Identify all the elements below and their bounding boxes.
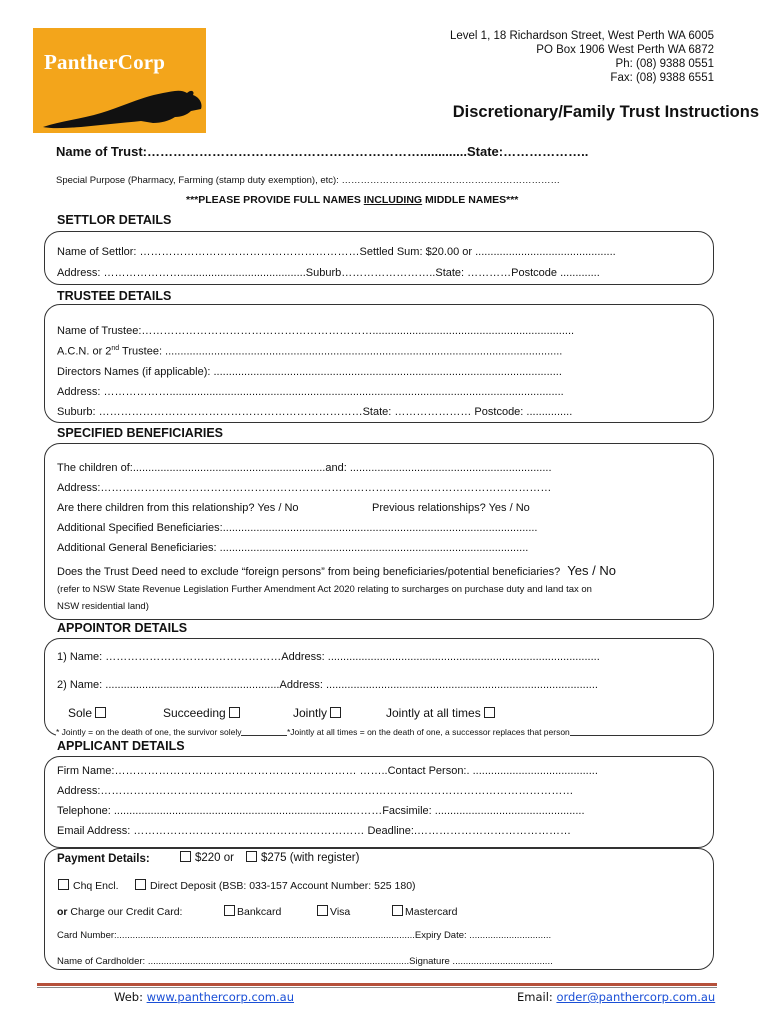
trustee-acn-field[interactable]: A.C.N. or 2nd Trustee: .................................................................................................................................. [57, 345, 563, 358]
appointor-2-field[interactable]: 2) Name: .........................................................Address: ......................................................................................... [57, 679, 598, 691]
bankcard-label: Bankcard [237, 906, 282, 918]
checkbox-icon[interactable] [392, 905, 403, 916]
jointly-all-note: *Jointly at all times = on the death of one, a successor replaces that person [287, 727, 570, 737]
trustee-address-field[interactable]: Address: ………………................................................................................................................................. [57, 386, 564, 398]
visa-label: Visa [330, 906, 351, 918]
foreign-persons-question[interactable] [57, 563, 616, 578]
email-field[interactable]: Email Address: ……………………………………………………… Deadline:.…………………………………… [57, 825, 572, 837]
children-question[interactable]: Are there children from this relationship? Yes / No [57, 502, 299, 514]
previous-relationships-question[interactable]: Previous relationships? Yes / No [372, 502, 530, 514]
option-succeeding[interactable] [163, 706, 240, 720]
notice-pre: ***PLEASE PROVIDE FULL NAMES [186, 194, 364, 206]
checkbox-icon[interactable] [135, 879, 146, 890]
checkbox-icon[interactable] [224, 905, 235, 916]
option-jointly-all[interactable] [386, 706, 495, 720]
checkbox-icon[interactable] [484, 707, 495, 718]
cardholder-field[interactable]: Name of Cardholder: ...................................................................................................Signature ...................................... [57, 956, 553, 967]
address-line: PO Box 1906 West Perth WA 6872 [536, 44, 714, 56]
option-label: Jointly [293, 706, 328, 720]
option-label: Succeeding [163, 706, 226, 720]
direct-deposit-option[interactable] [135, 879, 416, 892]
credit-card-label [57, 906, 182, 918]
mastercard-label: Mastercard [405, 906, 458, 918]
checkbox-icon[interactable] [246, 851, 257, 862]
footer-rule [37, 983, 717, 986]
trustee-name-field[interactable]: Name of Trustee:……………………………………………………….................................................................. [57, 325, 575, 337]
checkbox-icon[interactable] [229, 707, 240, 718]
additional-specified-field[interactable]: Additional Specified Beneficiaries:....................................................................................................... [57, 522, 538, 534]
payment-275-label: $275 (with register) [261, 852, 360, 864]
trustee-title: TRUSTEE DETAILS [57, 289, 172, 303]
notice-post: MIDDLE NAMES*** [422, 194, 519, 206]
bankcard-option[interactable] [224, 905, 281, 918]
credit-card-text: Charge our Credit Card: [70, 906, 183, 918]
company-logo [33, 28, 206, 133]
checkbox-icon[interactable] [58, 879, 69, 890]
settlor-title: SETTLOR DETAILS [57, 213, 172, 227]
additional-general-field[interactable]: Additional General Beneficiaries: ..................................................................................................... [57, 542, 529, 554]
settlor-address-field[interactable]: Address: ………………….........................................Suburb……………………..State: …………Postcode ............. [57, 267, 600, 279]
cheque-label: Chq Encl. [73, 880, 119, 892]
checkbox-icon[interactable] [180, 851, 191, 862]
jointly-note: * Jointly = on the death of one, the survivor solely [56, 727, 242, 737]
option-sole[interactable] [68, 706, 106, 720]
company-address [450, 29, 714, 85]
logo-text: PantherCorp [44, 50, 166, 74]
applicant-address-field[interactable]: Address:………………………………………………………………………………………………………………… [57, 785, 574, 797]
panther-icon [41, 83, 206, 131]
firm-name-field[interactable]: Firm Name:………………………………………………………… ……..Contact Person:. ......................................... [57, 765, 598, 777]
checkbox-icon[interactable] [330, 707, 341, 718]
beneficiaries-title: SPECIFIED BENEFICIARIES [57, 426, 223, 440]
nsw-reference-cont: NSW residential land) [57, 601, 149, 612]
fax: Fax: (08) 9388 6551 [610, 72, 714, 84]
address-line: Level 1, 18 Richardson Street, West Perth WA 6005 [449, 30, 714, 42]
visa-option[interactable] [317, 905, 350, 918]
mastercard-option[interactable] [392, 905, 458, 918]
document-title: Discretionary/Family Trust Instructions [452, 103, 759, 121]
foreign-yes-no[interactable]: Yes / No [567, 563, 616, 578]
cheque-option[interactable] [58, 879, 119, 892]
payment-label: Payment Details: [57, 853, 150, 865]
footer-web [114, 990, 294, 1004]
beneficiary-address-field[interactable]: Address:…………………………………………………………………………………………………………… [57, 482, 552, 494]
or-label: or [57, 906, 68, 918]
email-label: Email: [517, 990, 557, 1004]
applicant-title: APPLICANT DETAILS [57, 739, 185, 753]
option-label: Jointly at all times [386, 706, 481, 720]
option-label: Sole [68, 706, 93, 720]
appointor-title: APPOINTOR DETAILS [57, 621, 188, 635]
footer-rule-thin [37, 987, 717, 988]
notice-underlined: INCLUDING [363, 194, 423, 206]
children-of-field[interactable]: The children of:...............................................................and: .................................................................. [57, 462, 552, 474]
payment-220[interactable] [180, 851, 234, 864]
direct-deposit-label: Direct Deposit (BSB: 033-157 Account Number: 525 180) [150, 880, 416, 892]
footer-email [517, 990, 715, 1004]
directors-field[interactable]: Directors Names (if applicable): .................................................................................................................. [57, 366, 562, 378]
appointor-1-field[interactable]: 1) Name: …………………………………………Address: ......................................................................................... [57, 651, 600, 663]
phone: Ph: (08) 9388 0551 [615, 58, 714, 70]
option-jointly[interactable] [293, 706, 341, 720]
special-purpose-field[interactable]: Special Purpose (Pharmacy, Farming (stamp duty exemption), etc): …………………………………………………………… [56, 175, 560, 186]
foreign-question-text: Does the Trust Deed need to exclude “foreign persons” from being beneficiaries/potential beneficiaries? [57, 566, 561, 578]
email-link[interactable]: order@panthercorp.com.au [556, 990, 716, 1004]
trustee-suburb-field[interactable]: Suburb: ………………………………………………………………State: ………………… Postcode: ............... [57, 406, 573, 418]
checkbox-icon[interactable] [317, 905, 328, 916]
trust-name-field[interactable]: Name of Trust:……………………………………………………….............State:……………….. [56, 144, 589, 159]
names-notice [186, 194, 518, 206]
web-label: Web: [114, 990, 147, 1004]
telephone-field[interactable]: Telephone: .............................................................................………Facsimile: ................................................. [57, 805, 585, 817]
nsw-reference: (refer to NSW State Revenue Legislation Further Amendment Act 2020 relating to surcharges on purchase duty and land tax on [57, 584, 592, 595]
payment-220-label: $220 or [195, 852, 235, 864]
card-number-field[interactable]: Card Number:.................................................................................................................Expiry Date: ............................... [57, 930, 552, 941]
website-link[interactable]: www.panthercorp.com.au [146, 990, 295, 1004]
payment-275[interactable] [246, 851, 359, 864]
checkbox-icon[interactable] [95, 707, 106, 718]
settlor-name-field[interactable]: Name of Settlor: ……………………………………………………Settled Sum: $20.00 or .............................................. [57, 246, 616, 258]
